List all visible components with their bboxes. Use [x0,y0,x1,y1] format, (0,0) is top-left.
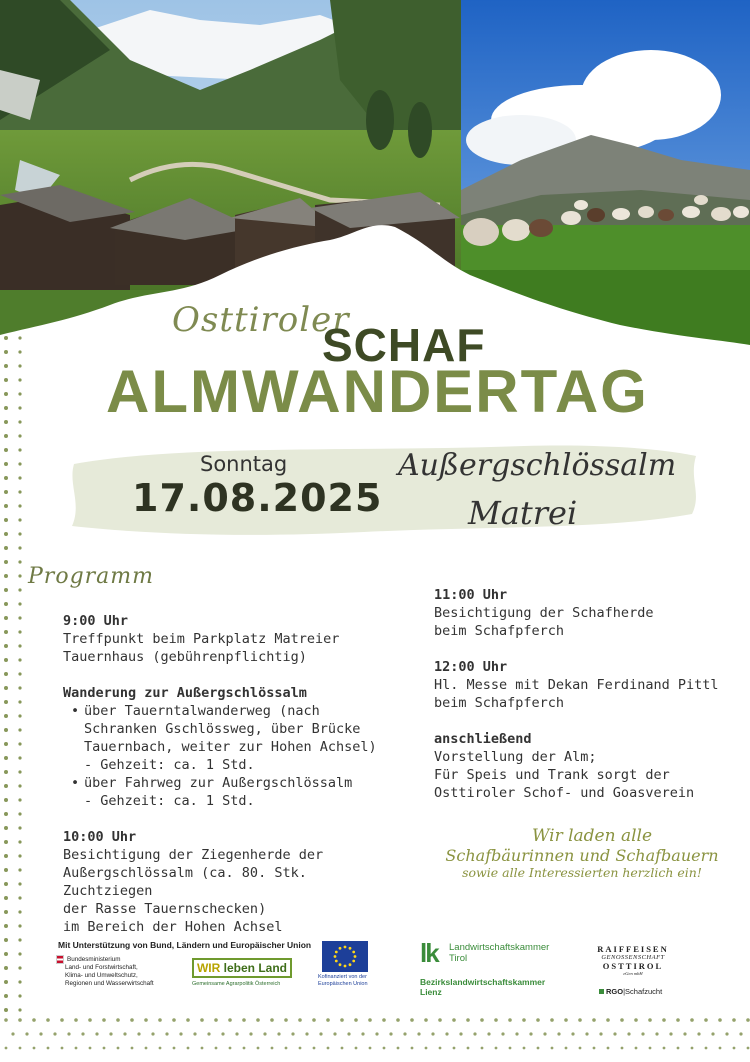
logo-text: RAIFFEISEN [597,944,669,954]
decor-dot [179,1032,182,1035]
decor-dot [242,1018,246,1022]
decor-dot [95,1032,98,1035]
decor-dot [305,1032,308,1035]
decor-dot [165,1032,168,1035]
decor-dot [89,1047,92,1050]
decor-dot [522,1018,526,1022]
decor-dot [123,1032,126,1035]
logo-text: Kofinanziert von der [318,974,367,980]
decor-dot [172,1018,176,1022]
decor-dot [144,1018,148,1022]
lk-logo-mark: lk [420,938,438,968]
logo-text: WIR [196,961,221,975]
date-weekday: Sonntag [200,452,288,476]
lk-logo-name [449,942,549,964]
text-line: Tauernhaus (gebührenpflichtig) [63,649,307,665]
rgo-square-icon [599,989,604,994]
decor-dot [53,1032,56,1035]
decor-dot [739,1032,742,1035]
decor-dot [732,1018,736,1022]
title-script: Osttiroler [172,300,350,340]
logo-text: RGO [606,987,624,996]
decor-dot [215,1047,218,1050]
decor-dot [719,1047,722,1050]
decor-dot [333,1032,336,1035]
decor-dot [221,1032,224,1035]
time-label: anschließend [434,731,532,747]
decor-dot [109,1032,112,1035]
decor-dot [396,1018,400,1022]
decor-dot [354,1018,358,1022]
decor-dot [459,1032,462,1035]
program-heading: Programm [28,564,155,589]
text-line: Besichtigung der Schafherde [434,605,654,621]
decor-dot [102,1018,106,1022]
decor-dot [33,1047,36,1050]
decor-dot [453,1047,456,1050]
decor-dot [319,1032,322,1035]
program-block-anschliessend [434,730,734,802]
decor-dot [725,1032,728,1035]
title-main: ALMWANDERTAG [106,358,649,425]
decor-dot [662,1018,666,1022]
decor-dot [229,1047,232,1050]
decor-dot [495,1047,498,1050]
decor-dot [4,1018,8,1022]
text-line: Für Speis und Trank sorgt der [434,767,670,783]
decor-dot [46,1018,50,1022]
text-line: beim Schafpferch [434,623,565,639]
decor-dot [557,1032,560,1035]
decor-dot [257,1047,260,1050]
decor-dot [635,1047,638,1050]
decor-dot [634,1018,638,1022]
logo-text: Tirol [449,953,468,964]
location-alm: Außergschlössalm [398,448,677,483]
decor-dot [277,1032,280,1035]
decor-dot [509,1047,512,1050]
text-line: im Bereich der Hohen Achsel [63,919,283,935]
decor-dot [131,1047,134,1050]
decor-dot [480,1018,484,1022]
decor-dot [439,1047,442,1050]
decor-dot [137,1032,140,1035]
decor-dot [705,1047,708,1050]
route-item [63,702,403,774]
decor-dot [18,1018,22,1022]
text-line: Osttiroler Schof- und Goasverein [434,785,695,801]
decor-dot [19,1047,22,1050]
logo-text: Regionen und Wasserwirtschaft [65,980,154,988]
decor-dot [697,1032,700,1035]
decor-dot [473,1032,476,1035]
decor-dot [607,1047,610,1050]
decor-dot [313,1047,316,1050]
text-line: der Rasse Tauernschecken) [63,901,267,917]
wir-leben-land-caption: Gemeinsame Agrarpolitik Österreich [192,981,281,987]
text-line: • über Fahrweg zur Außergschlössalm [84,775,353,791]
decor-dot [207,1032,210,1035]
text-line: Schranken Gschlössweg, über Brücke [84,721,361,737]
logo-text: Bezirkslandwirtschaftskammer [420,977,546,987]
program-block-wanderung [63,684,403,810]
text-line: Vorstellung der Alm; [434,749,597,765]
decor-dot [130,1018,134,1022]
raiffeisen-logo [590,944,676,976]
decor-dot [201,1047,204,1050]
decor-dot [361,1032,364,1035]
decor-dot [655,1032,658,1035]
decor-dot [312,1018,316,1022]
text-line: Besichtigung der Ziegenherde der [63,847,324,863]
program-block-1200 [434,658,734,712]
decor-dot [284,1018,288,1022]
logo-text: OSTTIROL [602,961,664,971]
decor-dot [494,1018,498,1022]
logo-text: leben Land [223,961,287,975]
decor-dot [536,1018,540,1022]
program-block-1000 [63,828,403,936]
decor-dot [369,1047,372,1050]
decor-dot [669,1032,672,1035]
decor-dot [537,1047,540,1050]
decor-dot [39,1032,42,1035]
decor-dot [627,1032,630,1035]
decor-dot [579,1047,582,1050]
decor-dot [61,1047,64,1050]
invitation-text [432,826,732,880]
decor-dot [467,1047,470,1050]
decor-dot [382,1018,386,1022]
logo-text: eGen mbH [623,971,643,976]
title-schaf: SCHAF [322,319,486,371]
decor-dot [648,1018,652,1022]
decor-dot [704,1018,708,1022]
decor-dot [145,1047,148,1050]
decor-dot [5,1047,8,1050]
logo-text: Europäischen Union [318,981,368,987]
decor-dot [620,1018,624,1022]
decor-dot [341,1047,344,1050]
decor-dot [187,1047,190,1050]
decor-dot [425,1047,428,1050]
decor-dot [383,1047,386,1050]
decor-dot [543,1032,546,1035]
austria-flag-icon [56,955,64,964]
program-left-column [63,612,403,954]
text-line: • über Tauerntalwanderweg (nach [84,703,320,719]
decor-dot [340,1018,344,1022]
block-heading: Wanderung zur Außergschlössalm [63,685,307,701]
decor-dot [676,1018,680,1022]
text-line: - Gehzeit: ca. 1 Std. [84,757,255,773]
decor-dot [173,1047,176,1050]
route-list [63,702,403,810]
decor-dot [550,1018,554,1022]
decor-dot [249,1032,252,1035]
text-line: Treffpunkt beim Parkplatz Matreier [63,631,340,647]
decor-dot [578,1018,582,1022]
decor-dot [67,1032,70,1035]
program-block-0900 [63,612,403,666]
decor-dot [271,1047,274,1050]
decor-dot [466,1018,470,1022]
decor-dot [733,1047,736,1050]
route-item [63,774,403,810]
decor-dot [291,1032,294,1035]
invitation-line: sowie alle Interessierten herzlich ein! [462,865,702,880]
time-label: 9:00 Uhr [63,613,129,629]
decor-dot [327,1047,330,1050]
decor-dot [718,1018,722,1022]
decor-dot [75,1047,78,1050]
decor-dot [487,1032,490,1035]
decor-dot [389,1032,392,1035]
time-label: 12:00 Uhr [434,659,508,675]
logo-text: Lienz [420,987,442,997]
decor-dot [501,1032,504,1035]
eu-caption [318,974,378,988]
dot-pattern-left [2,330,40,1020]
decor-dot [32,1018,36,1022]
logo-text: Klima- und Umweltschutz, [65,972,138,980]
decor-dot [368,1018,372,1022]
decor-dot [711,1032,714,1035]
decor-dot [299,1047,302,1050]
decor-dot [228,1018,232,1022]
decor-dot [355,1047,358,1050]
logo-text: Land- und Forstwirtschaft, [65,964,138,972]
decor-dot [746,1018,750,1022]
decor-dot [263,1032,266,1035]
decor-dot [81,1032,84,1035]
bmlf-logo [56,955,176,988]
decor-dot [151,1032,154,1035]
logo-text: Bundesministerium [67,956,121,964]
decor-dot [103,1047,106,1050]
rgo-logo: RGO|Schafzucht [599,987,662,996]
decor-dot [193,1032,196,1035]
text-line: beim Schafpferch [434,695,565,711]
decor-dot [424,1018,428,1022]
logo-text: Landwirtschaftskammer [449,942,550,953]
decor-dot [285,1047,288,1050]
decor-dot [397,1047,400,1050]
decor-dot [613,1032,616,1035]
decor-dot [214,1018,218,1022]
decor-dot [200,1018,204,1022]
decor-dot [683,1032,686,1035]
decor-dot [186,1018,190,1022]
decor-dot [411,1047,414,1050]
decor-dot [565,1047,568,1050]
sponsor-heading: Mit Unterstützung von Bund, Ländern und Europäischer Union [58,940,312,950]
invitation-line: Wir laden alle [531,826,653,846]
text-line: Hl. Messe mit Dekan Ferdinand Pittl [434,677,719,693]
decor-dot [438,1018,442,1022]
time-label: 11:00 Uhr [434,587,508,603]
program-right-column [434,586,734,820]
lk-district-name [420,977,545,997]
decor-dot [60,1018,64,1022]
decor-dot [551,1047,554,1050]
date-value: 17.08.2025 [132,476,383,520]
decor-dot [256,1018,260,1022]
decor-dot [515,1032,518,1035]
decor-dot [116,1018,120,1022]
logo-text: GENOSSENSCHAFT [601,954,665,961]
text-line: - Gehzeit: ca. 1 Std. [84,793,255,809]
decor-dot [691,1047,694,1050]
decor-dot [298,1018,302,1022]
decor-dot [88,1018,92,1022]
decor-dot [158,1018,162,1022]
decor-dot [117,1047,120,1050]
wir-leben-land-logo [192,958,292,978]
decor-dot [25,1032,28,1035]
logo-text: Schafzucht [625,987,663,996]
decor-dot [585,1032,588,1035]
decor-dot [677,1047,680,1050]
text-line: Tauernbach, weiter zur Hohen Achsel) [84,739,377,755]
decor-dot [375,1032,378,1035]
decor-dot [747,1047,750,1050]
dot-pattern-bottom [0,1012,750,1062]
decor-dot [508,1018,512,1022]
program-block-1100 [434,586,734,640]
decor-dot [481,1047,484,1050]
decor-dot [326,1018,330,1022]
decor-dot [11,1032,14,1035]
decor-dot [593,1047,596,1050]
decor-dot [649,1047,652,1050]
decor-dot [347,1032,350,1035]
decor-dot [452,1018,456,1022]
decor-dot [403,1032,406,1035]
decor-dot [235,1032,238,1035]
decor-dot [74,1018,78,1022]
decor-dot [529,1032,532,1035]
decor-dot [445,1032,448,1035]
location-town: Matrei [468,494,578,532]
time-label: 10:00 Uhr [63,829,137,845]
decor-dot [270,1018,274,1022]
decor-dot [621,1047,624,1050]
eu-flag-icon [322,941,368,972]
decor-dot [599,1032,602,1035]
decor-dot [410,1018,414,1022]
decor-dot [606,1018,610,1022]
decor-dot [431,1032,434,1035]
decor-dot [592,1018,596,1022]
decor-dot [47,1047,50,1050]
decor-dot [243,1047,246,1050]
text-line: Außergschlössalm (ca. 80. Stk. Zuchtziegen [63,865,307,899]
decor-dot [159,1047,162,1050]
decor-dot [571,1032,574,1035]
decor-dot [690,1018,694,1022]
decor-dot [417,1032,420,1035]
decor-dot [663,1047,666,1050]
invitation-line: Schafbäurinnen und Schafbauern [445,846,719,865]
decor-dot [523,1047,526,1050]
decor-dot [641,1032,644,1035]
decor-dot [564,1018,568,1022]
